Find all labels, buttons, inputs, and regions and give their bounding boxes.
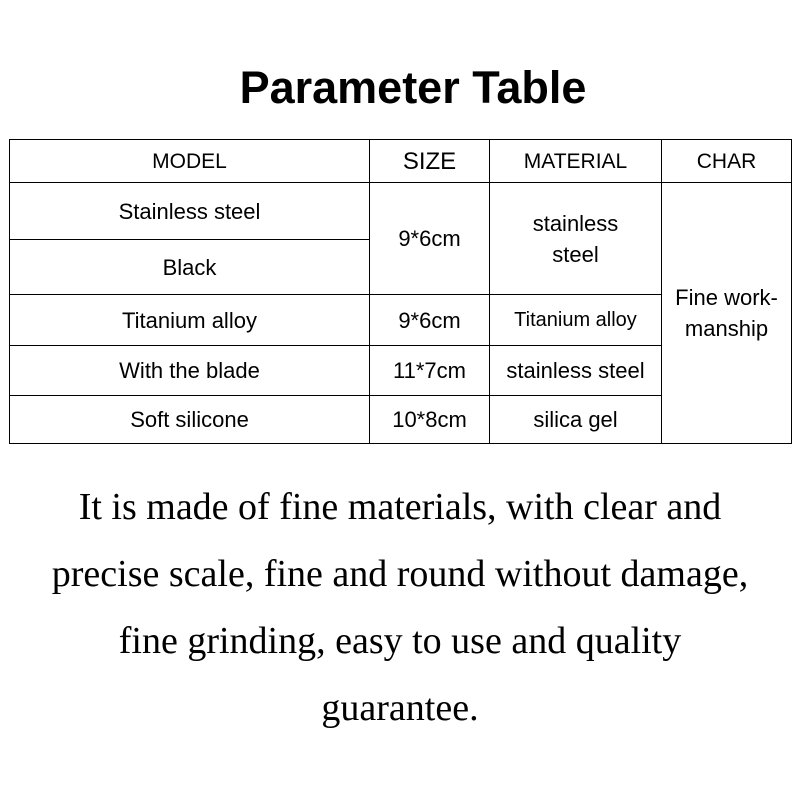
model-cell: Stainless steel bbox=[10, 183, 370, 240]
model-cell: With the blade bbox=[10, 346, 370, 396]
table-header-row bbox=[10, 140, 792, 183]
size-cell: 10*8cm bbox=[370, 396, 490, 444]
header-model: MODEL bbox=[10, 140, 370, 183]
header-material: MATERIAL bbox=[490, 140, 662, 183]
model-cell: Black bbox=[10, 240, 370, 295]
description-text: It is made of fine materials, with clear and precise scale, fine and round without damage, fine grinding, easy to use and quality guarantee. bbox=[51, 486, 749, 729]
size-cell-merged: 9*6cm bbox=[370, 183, 490, 295]
table-row bbox=[10, 183, 792, 240]
char-cell-merged: Fine work-manship bbox=[662, 183, 792, 444]
page-title: Parameter Table bbox=[239, 62, 587, 113]
header-char: CHAR bbox=[662, 140, 792, 183]
size-cell: 9*6cm bbox=[370, 295, 490, 346]
material-cell-merged: stainless steel bbox=[490, 183, 662, 295]
material-cell: silica gel bbox=[490, 396, 662, 444]
header-size: SIZE bbox=[370, 140, 490, 183]
size-cell: 11*7cm bbox=[370, 346, 490, 396]
material-cell: Titanium alloy bbox=[490, 295, 662, 346]
material-cell: stainless steel bbox=[490, 346, 662, 396]
parameter-table bbox=[9, 139, 792, 444]
model-cell: Titanium alloy bbox=[10, 295, 370, 346]
model-cell: Soft silicone bbox=[10, 396, 370, 444]
